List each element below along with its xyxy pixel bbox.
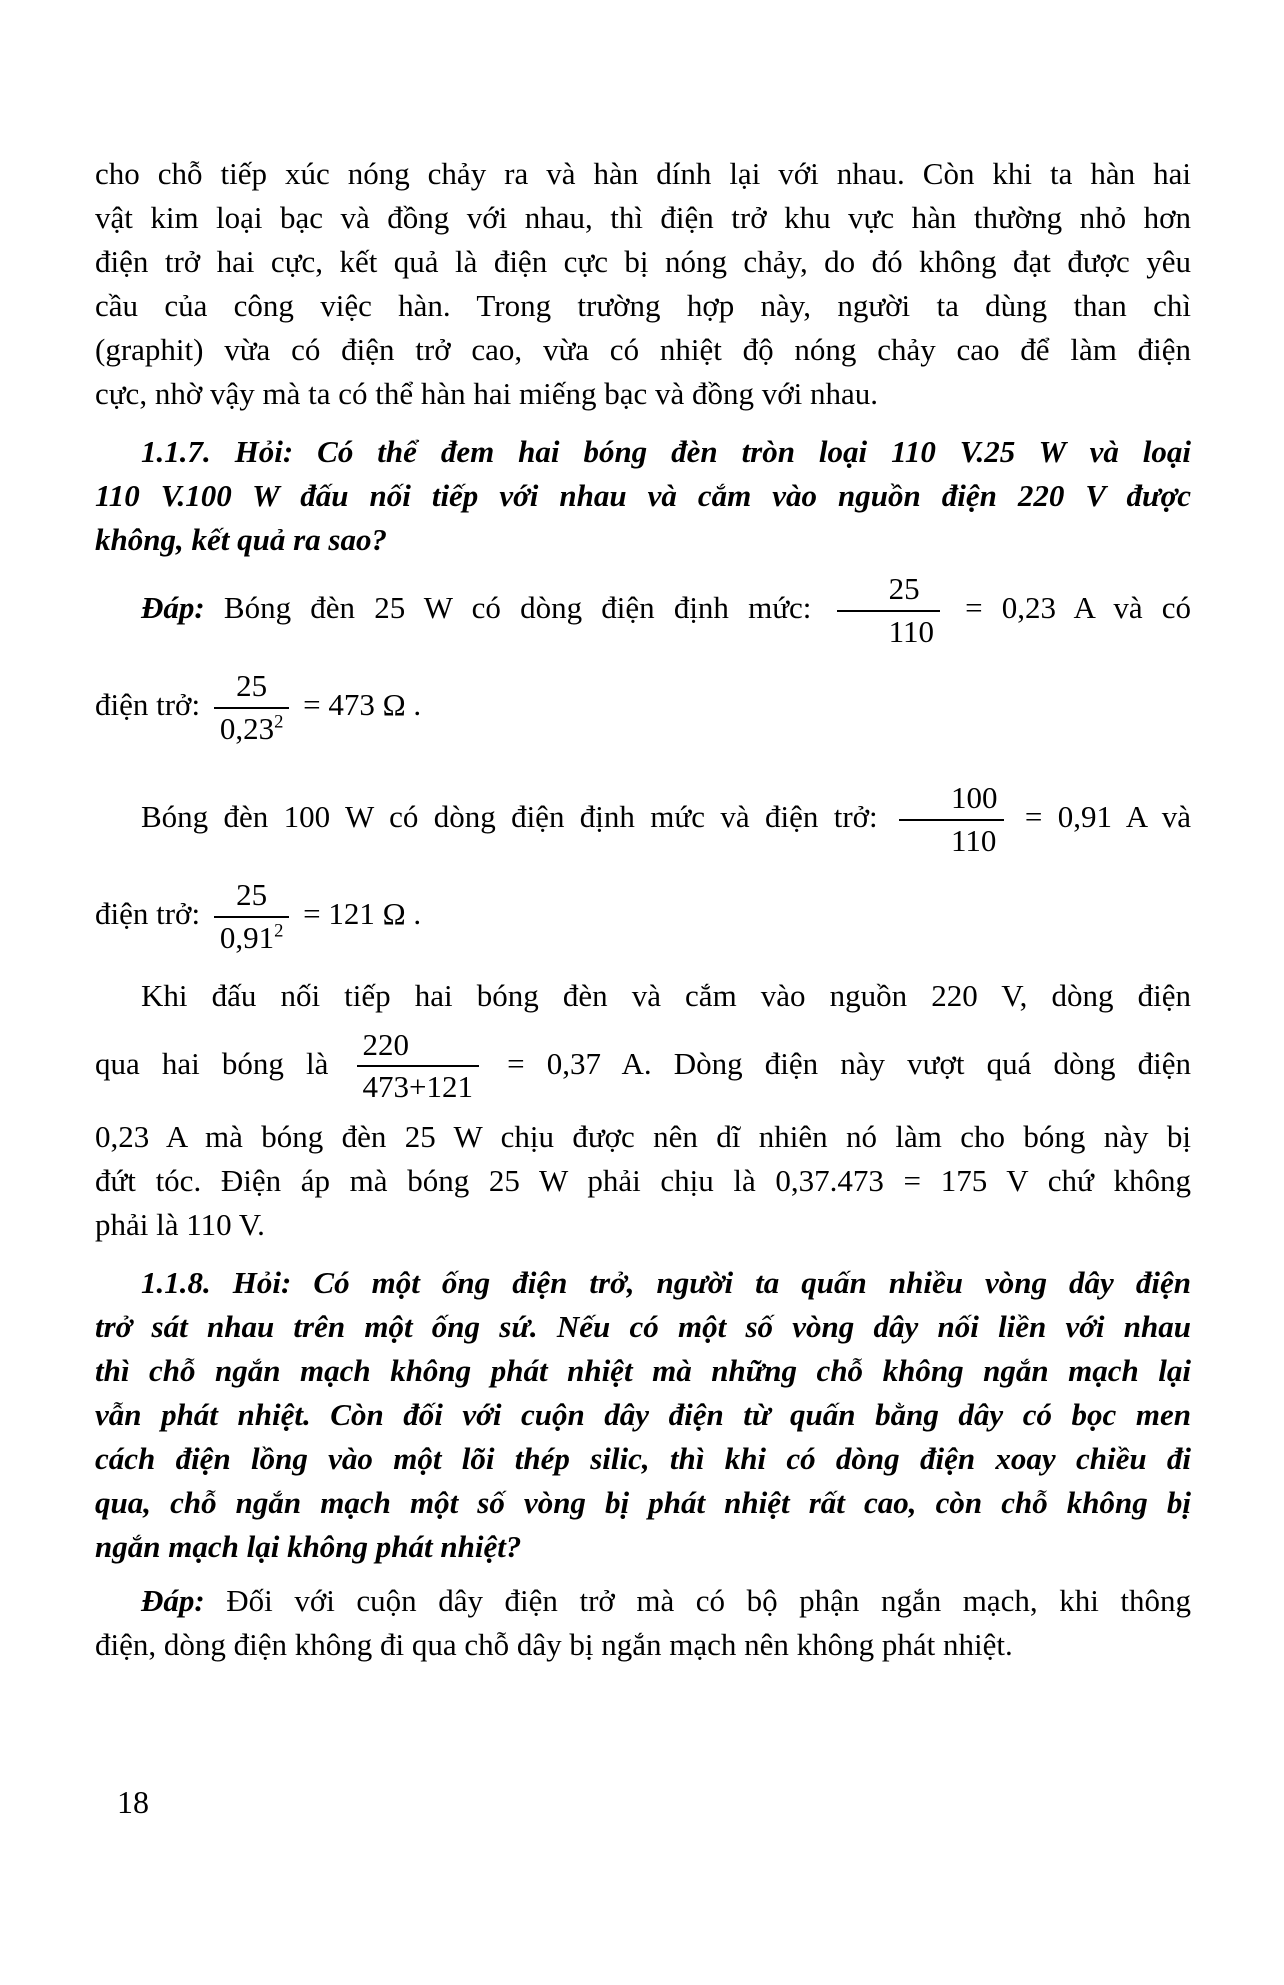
answer-line: điện, dòng điện không đi qua chỗ dây bị ngắn mạch nên không phát nhiệt. xyxy=(95,1627,1013,1663)
answer-1-1-7-line-2 xyxy=(95,659,1191,756)
text-line: điện trở hai cực, kết quả là điện cực bị nóng chảy, do đó không đạt được yêu xyxy=(95,244,1191,279)
text-line: Khi đấu nối tiếp hai bóng đèn và cắm vào nguồn 220 V, dòng điện xyxy=(141,977,1191,1013)
answer-100w-line-1 xyxy=(95,771,1191,868)
text-line: vật kim loại bạc và đồng với nhau, thì điện trở khu vực hàn thường nhỏ hơn xyxy=(95,200,1191,235)
page-number: 18 xyxy=(117,1784,149,1820)
answer-text: = 0,91 A và xyxy=(1024,798,1191,834)
question-line: ngắn mạch lại không phát nhiệt? xyxy=(95,1529,522,1565)
question-line: cách điện lồng vào một lõi thép silic, thì khi có dòng điện xoay chiều đi xyxy=(95,1441,1191,1477)
answer-text: điện trở: xyxy=(95,687,201,723)
question-line: qua, chỗ ngắn mạch một số vòng bị phát nhiệt rất cao, còn chỗ không bị xyxy=(95,1485,1191,1521)
question-line: thì chỗ ngắn mạch không phát nhiệt mà những chỗ không ngắn mạch lại xyxy=(95,1353,1191,1389)
question-line: 1.1.7. Hỏi: Có thể đem hai bóng đèn tròn loại 110 V.25 W và loại xyxy=(141,434,1191,469)
fraction-220-over-sum: $\frac{220}{473+121}$ xyxy=(357,1028,479,1105)
dap-label: Đáp: xyxy=(141,1583,205,1619)
answer-text: qua hai bóng là xyxy=(95,1045,329,1081)
question-1-1-7 xyxy=(95,430,1191,562)
answer-1-1-8 xyxy=(95,1579,1191,1667)
fraction-25-over-023-squared: $\frac{25}{0,23^2}$ xyxy=(214,669,290,746)
question-line: trở sát nhau trên một ống sứ. Nếu có một số vòng dây nối liền với nhau xyxy=(95,1309,1191,1345)
text-line: cho chỗ tiếp xúc nóng chảy ra và hàn dính lại với nhau. Còn khi ta hàn hai xyxy=(95,156,1191,191)
answer-1-1-7-line-1 xyxy=(95,562,1191,659)
text-line: 0,23 A mà bóng đèn 25 W chịu được nên dĩ nhiên nó làm cho bóng này bị xyxy=(95,1119,1191,1155)
answer-text: = 473 Ω . xyxy=(303,687,422,723)
question-line: vẫn phát nhiệt. Còn đối với cuộn dây điện từ quấn bằng dây có bọc men xyxy=(95,1397,1191,1433)
answer-text: Đối với cuộn dây điện trở mà có bộ phận ngắn mạch, khi thông xyxy=(226,1583,1192,1619)
answer-text: = 0,23 A và có xyxy=(965,589,1192,625)
answer-text: điện trở: xyxy=(95,896,201,932)
dap-label: Đáp: xyxy=(141,589,205,625)
text-line: cực, nhờ vậy mà ta có thể hàn hai miếng bạc và đồng với nhau. xyxy=(95,376,879,411)
text-line: cầu của công việc hàn. Trong trường hợp này, người ta dùng than chì xyxy=(95,288,1191,323)
answer-text: = 121 Ω . xyxy=(303,896,422,932)
series-formula-line xyxy=(95,1018,1191,1115)
paragraph-welding xyxy=(95,152,1191,416)
fraction-25-over-110: $\frac{25}{110}$ xyxy=(837,572,940,649)
paragraph-series-connection xyxy=(95,974,1191,1018)
answer-text: Bóng đèn 25 W có dòng điện định mức: xyxy=(223,589,812,625)
text-line: (graphit) vừa có điện trở cao, vừa có nhiệt độ nóng chảy cao để làm điện xyxy=(95,332,1191,367)
answer-text: Bóng đèn 100 W có dòng điện định mức và điện trở: xyxy=(141,798,878,834)
page-content xyxy=(95,152,1191,1667)
paragraph-series-result xyxy=(95,1115,1191,1247)
fraction-25-over-091-squared: $\frac{25}{0,91^2}$ xyxy=(214,878,290,955)
question-line: 1.1.8. Hỏi: Có một ống điện trở, người ta quấn nhiều vòng dây điện xyxy=(141,1265,1191,1301)
answer-100w-line-2 xyxy=(95,868,1191,965)
question-line: 110 V.100 W đấu nối tiếp với nhau và cắm vào nguồn điện 220 V được xyxy=(95,478,1191,513)
text-line: phải là 110 V. xyxy=(95,1207,265,1243)
question-line: không, kết quả ra sao? xyxy=(95,522,387,557)
fraction-100-over-110: $\frac{100}{110}$ xyxy=(899,781,1004,858)
text-line: đứt tóc. Điện áp mà bóng 25 W phải chịu là 0,37.473 = 175 V chứ không xyxy=(95,1163,1191,1199)
answer-text: = 0,37 A. Dòng điện này vượt quá dòng điện xyxy=(507,1045,1191,1081)
exponent: 2 xyxy=(274,920,284,942)
answer-line xyxy=(95,1579,1191,1623)
exponent: 2 xyxy=(274,711,284,733)
question-1-1-8 xyxy=(95,1261,1191,1569)
